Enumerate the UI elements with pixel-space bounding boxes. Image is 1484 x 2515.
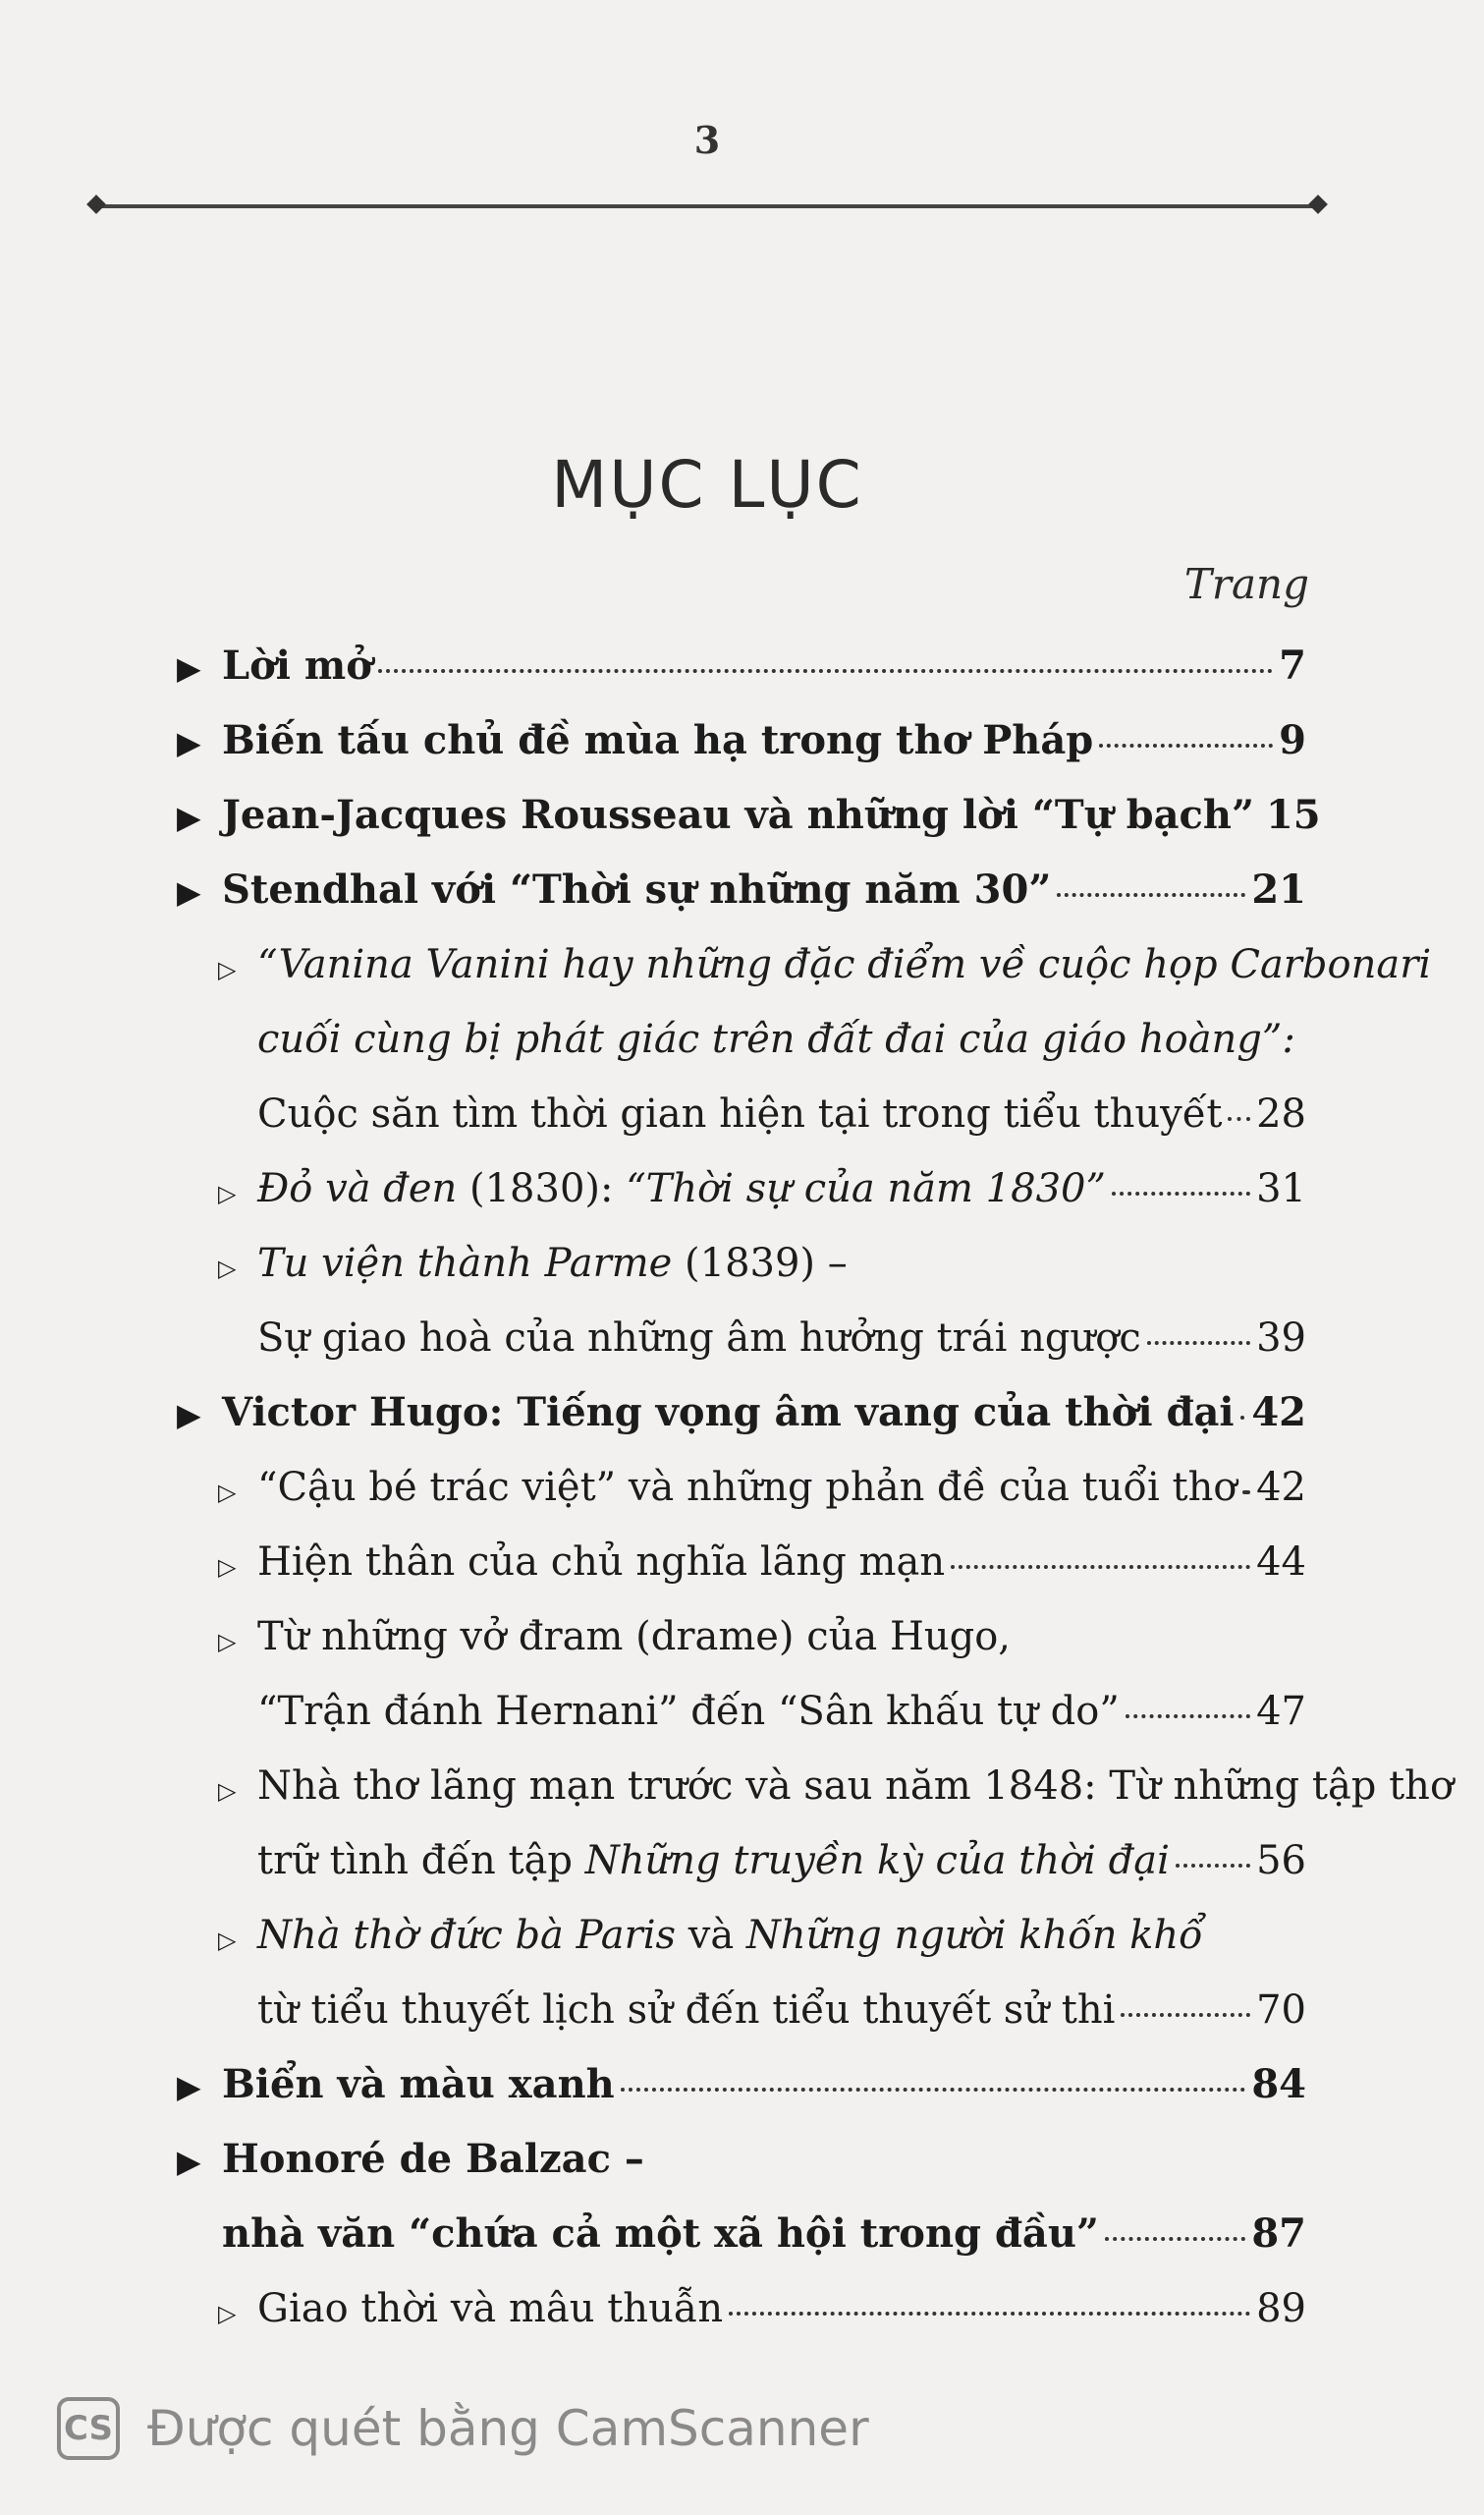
toc-subentry-parme-line2	[177, 1301, 1306, 1375]
divider-diamond-right	[1308, 195, 1328, 214]
entry-title-continued: “Trận đánh Hernani” đến “Sân khấu tự do”	[257, 1689, 1120, 1734]
entry-subtitle: “Thời sự của năm 1830”	[626, 1166, 1106, 1211]
toc-subentry-parme-line1	[177, 1226, 1306, 1301]
small-triangle-bullet-icon: ▷	[218, 1255, 237, 1282]
page-number: 3	[693, 118, 721, 162]
dot-leader	[621, 2088, 1246, 2092]
triangle-bullet-icon: ▶	[177, 724, 201, 761]
dot-leader	[1105, 2237, 1245, 2241]
entry-title: Jean-Jacques Rousseau và những lời “Tự bạch”	[222, 792, 1254, 838]
triangle-bullet-icon: ▶	[177, 649, 201, 687]
triangle-bullet-icon: ▶	[177, 799, 201, 836]
entry-page: 42	[1251, 1389, 1306, 1435]
toc-subentry-do-va-den	[177, 1151, 1306, 1226]
book-title: Những người khốn khổ	[745, 1913, 1203, 1958]
entry-title: Từ những vở đram (drame) của Hugo,	[257, 1614, 1012, 1659]
toc-subentry-notre-dame-line2	[177, 1973, 1306, 2047]
entry-page: 87	[1251, 2210, 1306, 2257]
dot-leader	[1240, 1416, 1246, 1420]
ornamental-divider	[93, 204, 1321, 208]
dot-leader	[1147, 1341, 1250, 1345]
scanner-watermark	[57, 2397, 869, 2460]
entry-title: “Vanina Vanini hay những đặc điểm về cuộc họp Carbonari	[257, 942, 1432, 987]
entry-page: 31	[1256, 1166, 1306, 1211]
entry-page: 21	[1251, 866, 1306, 913]
entry-title: Lời mở	[222, 643, 372, 689]
small-triangle-bullet-icon: ▷	[218, 2300, 237, 2327]
toc-subentry-cau-be	[177, 1450, 1306, 1525]
entry-page: 56	[1256, 1838, 1306, 1883]
page-column-label: Trang	[1183, 560, 1309, 608]
triangle-bullet-icon: ▶	[177, 873, 201, 911]
toc-entry-bien-tau	[177, 703, 1306, 778]
dot-leader	[1057, 893, 1245, 897]
dot-leader	[1176, 1864, 1250, 1868]
book-title: Đỏ và đen	[257, 1166, 458, 1211]
entry-title-continued: từ tiểu thuyết lịch sử đến tiểu thuyết sử thi	[257, 1987, 1116, 2033]
toc-entry-balzac-line2	[177, 2197, 1306, 2271]
toc-subentry-vanina-line1	[177, 927, 1432, 1002]
entry-page: 39	[1256, 1315, 1306, 1361]
dot-leader	[1099, 744, 1273, 748]
triangle-bullet-icon: ▶	[177, 1396, 201, 1433]
entry-title-continued: nhà văn “chứa cả một xã hội trong đầu”	[222, 2210, 1099, 2257]
entry-page: 42	[1256, 1465, 1306, 1510]
book-title: Những truyền kỳ của thời đại	[584, 1838, 1170, 1883]
entry-title: Honoré de Balzac –	[222, 2136, 644, 2182]
toc-subentry-notre-dame-line1	[177, 1898, 1306, 1973]
table-of-contents	[177, 629, 1455, 2346]
dot-leader	[1126, 1714, 1250, 1718]
dot-leader	[1112, 1192, 1250, 1196]
book-year: (1830):	[457, 1166, 627, 1211]
entry-title: Nhà thơ lãng mạn trước và sau năm 1848: Từ những tập thơ	[257, 1763, 1455, 1809]
small-triangle-bullet-icon: ▷	[218, 956, 237, 983]
toc-subentry-dram-line1	[177, 1599, 1306, 1674]
toc-entry-rousseau	[177, 778, 1321, 853]
toc-subentry-giao-thoi	[177, 2271, 1306, 2346]
small-triangle-bullet-icon: ▷	[218, 1180, 237, 1207]
dot-leader	[1242, 1490, 1250, 1494]
entry-title: Biển và màu xanh	[222, 2061, 615, 2107]
entry-title: Hiện thân của chủ nghĩa lãng mạn	[257, 1539, 946, 1585]
small-triangle-bullet-icon: ▷	[218, 1927, 237, 1954]
entry-title-continued: Sự giao hoà của những âm hưởng trái ngược	[257, 1315, 1141, 1361]
small-triangle-bullet-icon: ▷	[218, 1777, 237, 1805]
toc-title: MỤC LỤC	[551, 447, 863, 523]
toc-subentry-nha-tho-line1	[177, 1749, 1455, 1823]
entry-page: 70	[1256, 1987, 1306, 2033]
conjunction: và	[676, 1913, 746, 1958]
book-title: Nhà thờ đức bà Paris	[257, 1913, 677, 1958]
entry-title-continued: cuối cùng bị phát giác trên đất đai của giáo hoàng”:	[257, 1017, 1295, 1062]
entry-page: 44	[1256, 1539, 1306, 1585]
entry-page: 9	[1279, 717, 1306, 763]
entry-page: 89	[1256, 2286, 1306, 2331]
entry-title: Giao thời và mâu thuẫn	[257, 2286, 724, 2331]
dot-leader	[951, 1565, 1250, 1569]
entry-title: Victor Hugo: Tiếng vọng âm vang của thời đại	[222, 1389, 1235, 1435]
entry-page: 47	[1256, 1689, 1306, 1734]
entry-title: “Cậu bé trác việt” và những phản đề của tuổi thơ	[257, 1465, 1237, 1510]
camscanner-logo-icon: CS	[57, 2397, 120, 2460]
triangle-bullet-icon: ▶	[177, 2068, 201, 2105]
entry-page: 15	[1265, 792, 1321, 838]
triangle-bullet-icon: ▶	[177, 2143, 201, 2180]
small-triangle-bullet-icon: ▷	[218, 1479, 237, 1506]
toc-entry-loi-mo	[177, 629, 1306, 703]
entry-page: 7	[1279, 643, 1306, 689]
watermark-text: Được quét bằng CamScanner	[147, 2400, 869, 2457]
toc-entry-stendhal	[177, 853, 1306, 927]
small-triangle-bullet-icon: ▷	[218, 1553, 237, 1581]
toc-subentry-vanina-line3	[177, 1077, 1306, 1151]
entry-title: Biến tấu chủ đề mùa hạ trong thơ Pháp	[222, 717, 1094, 763]
dot-leader	[378, 669, 1273, 673]
dot-leader	[1121, 2013, 1250, 2017]
dot-leader	[729, 2312, 1250, 2316]
entry-title: Stendhal với “Thời sự những năm 30”	[222, 866, 1052, 913]
small-triangle-bullet-icon: ▷	[218, 1628, 237, 1655]
book-year: (1839) –	[672, 1241, 848, 1286]
toc-subentry-hien-than	[177, 1525, 1306, 1599]
entry-title-continued: trữ tình đến tập	[257, 1838, 585, 1883]
toc-subentry-nha-tho-line2	[177, 1823, 1306, 1898]
toc-entry-victor-hugo	[177, 1375, 1306, 1450]
dot-leader	[1228, 1117, 1250, 1121]
divider-diamond-left	[86, 195, 106, 214]
toc-entry-bien-va-mau-xanh	[177, 2047, 1306, 2122]
entry-page: 28	[1256, 1091, 1306, 1137]
entry-title-continued: Cuộc săn tìm thời gian hiện tại trong tiểu thuyết	[257, 1091, 1223, 1137]
toc-subentry-vanina-line2	[177, 1002, 1306, 1077]
toc-subentry-dram-line2	[177, 1674, 1306, 1749]
book-title: Tu viện thành Parme	[257, 1241, 673, 1286]
toc-entry-balzac-line1	[177, 2122, 1306, 2197]
entry-page: 84	[1251, 2061, 1306, 2107]
